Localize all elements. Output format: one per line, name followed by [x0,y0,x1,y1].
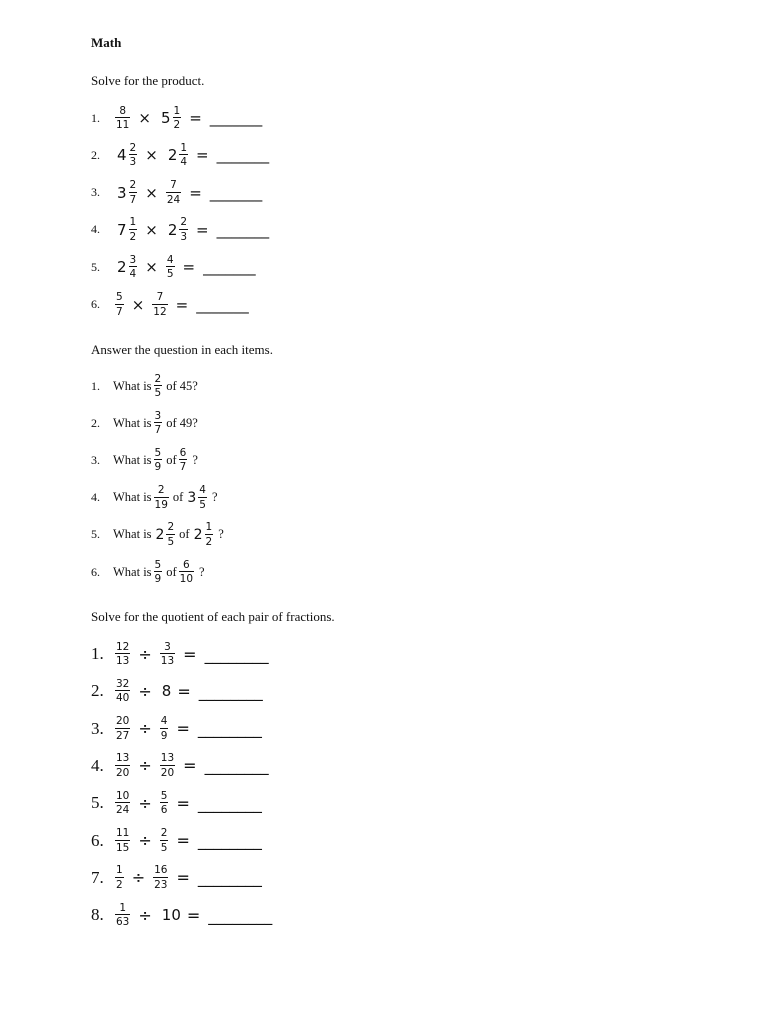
second-operand-fraction [160,791,169,816]
section2-instruction: Answer the question in each items. [91,342,273,357]
question-row [91,557,205,587]
first-operand-fraction [129,217,138,242]
second-operand-denominator: 2 [173,119,181,131]
first-operand-denominator: 19 [154,498,168,511]
second-operand-numerator: 6 [179,446,187,459]
equals-sign: = [176,868,190,888]
expression [113,180,262,205]
multiply-sign: × [131,295,145,314]
second-operand-number [164,180,183,205]
equals-sign: = [183,756,197,776]
first-operand-denominator: 20 [116,766,130,779]
divide-sign: ÷ [138,793,152,813]
question-row [91,408,198,438]
expression [113,791,262,816]
second-operand-denominator: 5 [199,498,206,511]
divide-sign: ÷ [138,644,152,664]
expression [113,292,249,317]
question-number: 2. [91,415,100,430]
second-operand-number [164,255,177,280]
first-operand-fraction [115,791,130,816]
first-operand-numerator: 1 [129,216,137,229]
first-operand-denominator: 5 [167,535,175,548]
first-operand-fraction [115,642,130,667]
problem-number: 1. [91,644,104,663]
divide-sign: ÷ [138,831,152,850]
second-operand-denominator: 12 [153,305,167,318]
section1-instruction: Solve for the product. [91,73,205,88]
first-operand-number [113,716,132,741]
problem-number: 4. [91,222,100,237]
first-operand-fraction [129,180,138,205]
question-lead: What is [113,490,152,505]
first-operand-whole: 7 [117,220,127,239]
first-operand-denominator: 7 [116,305,123,318]
first-operand-denominator: 3 [129,156,137,169]
question-number: 5. [91,527,100,542]
equals-sign: = [186,905,201,925]
second-operand-fraction [166,255,175,280]
second-operand-denominator: 23 [154,878,168,891]
first-operand-denominator: 63 [116,916,130,929]
problem-row [91,215,269,245]
problem-number: 6. [91,830,104,850]
first-operand-fraction [154,485,169,510]
second-operand-numerator: 3 [164,640,171,653]
question-number: 6. [91,564,100,579]
first-operand-numerator: 8 [119,104,127,117]
answer-blank: _______ [203,258,256,277]
first-operand-number [152,522,178,547]
problem-row [91,900,272,930]
first-operand-fraction [166,522,175,547]
second-operand-number [177,448,190,473]
question-row [91,520,224,550]
first-operand-number [113,903,132,928]
first-operand-fraction [115,106,130,131]
second-operand-number [158,791,171,816]
second-operand-whole: 3 [187,489,197,506]
expression [113,217,269,242]
second-operand-fraction [160,753,175,778]
second-operand-number [157,106,183,131]
second-operand-number [151,865,170,890]
expression [113,716,262,741]
first-operand-numerator: 5 [154,558,162,571]
first-operand-denominator: 7 [129,193,137,206]
equals-sign: = [177,681,191,701]
first-operand-number [113,255,139,280]
second-operand-denominator: 3 [180,230,188,243]
expression [113,642,269,667]
multiply-sign: × [145,220,158,239]
question-lead: What is [113,452,152,467]
divide-sign: ÷ [138,905,152,925]
second-operand-fraction [153,865,168,890]
first-operand-denominator: 2 [116,878,123,891]
answer-blank: ________ [204,756,269,776]
question-mark: ? [192,452,198,467]
first-operand-fraction [115,679,130,704]
first-operand-denominator: 40 [116,692,130,705]
second-operand-numerator: 2 [160,827,168,839]
question-lead: What is [113,527,152,542]
answer-blank: ________ [198,681,263,701]
first-operand-numerator: 2 [157,484,165,497]
first-operand-number [113,753,132,778]
problem-row [91,252,256,282]
first-operand-numerator: 10 [116,789,130,802]
problem-row [91,290,249,320]
first-operand-numerator: 1 [119,901,127,914]
first-operand-number [113,292,126,317]
second-operand-whole: 8 [161,682,172,701]
answer-blank: _______ [209,109,263,127]
equals-sign: = [196,146,209,165]
second-operand-denominator: 9 [160,729,168,742]
second-operand-number [183,485,209,510]
second-operand-numerator: 2 [180,216,188,229]
problem-number: 3. [91,185,100,200]
first-operand-numerator: 20 [116,715,130,728]
question-lead: What is [113,564,152,579]
first-operand-fraction [115,865,124,890]
expression [113,679,263,704]
equals-sign: = [189,109,202,127]
first-operand-fraction [154,560,163,585]
second-operand-numerator: 7 [156,291,164,303]
first-operand-numerator: 13 [116,752,130,765]
question-of: of 45? [166,378,198,393]
question-mark: ? [199,564,205,579]
first-operand-fraction [154,448,163,473]
question-row [91,445,198,475]
first-operand-fraction [129,255,138,280]
second-operand-numerator: 7 [170,179,177,192]
first-operand-number [113,791,132,816]
question-lead: What is [113,378,152,393]
first-operand-denominator: 13 [116,655,130,667]
second-operand-number [150,292,169,317]
expression [113,903,272,928]
expression [113,143,269,168]
question-number: 1. [91,378,100,393]
question-of: of [166,564,177,579]
problem-row [91,788,262,818]
second-operand-number [158,716,171,741]
second-operand-fraction [179,143,188,168]
second-operand-whole: 2 [167,146,178,165]
answer-blank: _______ [216,220,270,239]
first-operand-fraction [115,292,124,317]
multiply-sign: × [138,109,151,127]
first-operand-number [113,865,126,890]
first-operand-number [113,143,139,168]
question-number: 4. [91,490,100,505]
second-operand-number [177,560,196,585]
first-operand-fraction [115,828,130,853]
second-operand-fraction [160,642,175,667]
expression [113,753,269,778]
first-operand-denominator: 2 [129,230,137,243]
second-operand-fraction [166,180,181,205]
problem-row [91,826,262,856]
second-operand-number [164,143,190,168]
first-operand-fraction [154,411,163,436]
second-operand-denominator: 20 [160,766,175,779]
answer-blank: ________ [197,831,262,850]
second-operand-fraction [205,522,214,547]
first-operand-numerator: 5 [116,291,123,303]
question-lead: What is [113,415,152,430]
problem-row [91,751,269,781]
first-operand-fraction [154,374,163,399]
answer-blank: ________ [197,868,262,888]
problem-row [91,863,262,893]
problem-number: 3. [91,718,104,738]
problem-row [91,639,269,669]
first-operand-number [113,106,132,131]
question-number: 3. [91,452,100,467]
problem-number: 2. [91,681,104,701]
answer-blank: _______ [196,295,249,314]
second-operand-fraction [160,716,169,741]
first-operand-whole: 2 [117,258,127,277]
second-operand-number [158,682,172,700]
answer-blank: ________ [197,793,262,813]
page-title: Math [91,35,122,50]
second-operand-numerator: 1 [205,521,213,534]
first-operand-number [152,560,165,585]
divide-sign: ÷ [138,756,152,776]
first-operand-denominator: 24 [116,804,130,817]
first-operand-denominator: 7 [154,424,162,437]
second-operand-fraction [179,217,188,242]
second-operand-denominator: 13 [160,655,175,667]
first-operand-number [152,374,165,399]
equals-sign: = [196,220,209,239]
question-of: of [166,452,177,467]
divide-sign: ÷ [138,719,152,739]
second-operand-fraction [152,292,167,317]
equals-sign: = [183,644,197,664]
first-operand-denominator: 11 [116,119,130,131]
question-mark: ? [211,490,218,505]
second-operand-denominator: 5 [160,841,168,854]
equals-sign: = [176,831,190,850]
problem-row [91,676,263,706]
second-operand-denominator: 2 [205,535,213,548]
first-operand-denominator: 9 [154,461,162,474]
second-operand-number [164,217,190,242]
second-operand-denominator: 24 [166,193,181,206]
first-operand-numerator: 32 [116,677,130,690]
first-operand-whole: 3 [117,183,127,202]
problem-number: 6. [91,297,100,311]
divide-sign: ÷ [138,681,152,701]
equals-sign: = [176,793,190,813]
second-operand-number [158,753,177,778]
equals-sign: = [189,183,202,202]
problem-number: 5. [91,259,100,274]
question-of: of [172,490,184,505]
first-operand-numerator: 11 [116,827,130,839]
first-operand-fraction [129,143,138,168]
second-operand-fraction [173,106,182,131]
problem-number: 4. [91,755,104,775]
problem-row [91,103,262,133]
second-operand-denominator: 5 [166,268,174,281]
question-mark: ? [218,527,224,542]
second-operand-numerator: 13 [160,752,175,765]
problem-number: 2. [91,147,100,162]
second-operand-numerator: 16 [154,864,168,877]
answer-blank: ________ [197,719,262,739]
answer-blank: ________ [208,905,273,925]
second-operand-fraction [179,448,188,473]
question-row [91,483,218,513]
first-operand-denominator: 4 [129,268,137,281]
first-operand-number [152,448,165,473]
first-operand-numerator: 1 [116,864,123,877]
first-operand-denominator: 5 [154,387,162,399]
second-operand-denominator: 10 [179,573,194,585]
second-operand-number [158,906,181,924]
first-operand-denominator: 15 [116,841,130,854]
first-operand-number [113,679,132,704]
second-operand-fraction [179,560,194,585]
second-operand-numerator: 1 [173,104,181,117]
second-operand-number [158,642,177,667]
expression [113,106,262,131]
problem-number: 8. [91,905,104,925]
second-operand-whole: 2 [193,526,203,543]
question-of: of 49? [166,415,198,430]
first-operand-numerator: 2 [129,141,137,154]
second-operand-denominator: 7 [179,461,187,474]
second-operand-numerator: 1 [180,141,188,154]
problem-row [91,140,269,170]
first-operand-numerator: 2 [167,521,175,534]
problem-number: 5. [91,793,104,813]
second-operand-numerator: 6 [183,558,190,571]
first-operand-number [152,411,165,436]
first-operand-number [113,217,139,242]
first-operand-numerator: 2 [129,179,137,192]
second-operand-denominator: 4 [180,156,188,169]
first-operand-denominator: 9 [154,573,162,585]
second-operand-number [158,828,171,853]
first-operand-whole: 4 [117,146,127,165]
first-operand-fraction [115,716,130,741]
second-operand-numerator: 4 [160,715,168,728]
equals-sign: = [176,719,190,739]
expression [113,255,256,280]
problem-number: 7. [91,867,104,887]
second-operand-fraction [198,485,207,510]
problem-row [91,178,262,208]
answer-blank: _______ [216,146,270,165]
expression [113,828,262,853]
second-operand-numerator: 4 [199,484,206,497]
multiply-sign: × [145,183,158,202]
question-row [91,371,198,401]
second-operand-whole: 10 [161,906,181,925]
first-operand-number [113,180,139,205]
section3-instruction: Solve for the quotient of each pair of fractions. [91,609,335,624]
equals-sign: = [182,258,196,277]
answer-blank: ________ [204,644,269,664]
equals-sign: = [175,295,189,314]
divide-sign: ÷ [131,868,146,888]
first-operand-fraction [115,753,130,778]
first-operand-numerator: 3 [154,409,162,422]
problem-row [91,714,262,744]
question-of: of [179,527,190,542]
answer-blank: _______ [209,183,263,202]
first-operand-numerator: 12 [116,640,130,653]
first-operand-fraction [115,903,130,928]
second-operand-whole: 2 [167,220,178,239]
first-operand-number [113,828,132,853]
first-operand-denominator: 27 [116,729,130,742]
second-operand-fraction [160,828,169,853]
first-operand-whole: 2 [155,526,165,543]
second-operand-numerator: 5 [160,789,168,802]
multiply-sign: × [145,258,158,277]
multiply-sign: × [145,146,158,165]
second-operand-denominator: 6 [160,804,168,817]
second-operand-number [190,522,216,547]
first-operand-number [152,485,171,510]
second-operand-numerator: 4 [166,253,174,266]
first-operand-number [113,642,132,667]
expression [113,865,262,890]
first-operand-numerator: 3 [129,253,137,266]
first-operand-numerator: 5 [154,446,162,459]
first-operand-numerator: 2 [154,372,162,385]
second-operand-whole: 5 [160,109,171,127]
problem-number: 1. [91,110,100,125]
